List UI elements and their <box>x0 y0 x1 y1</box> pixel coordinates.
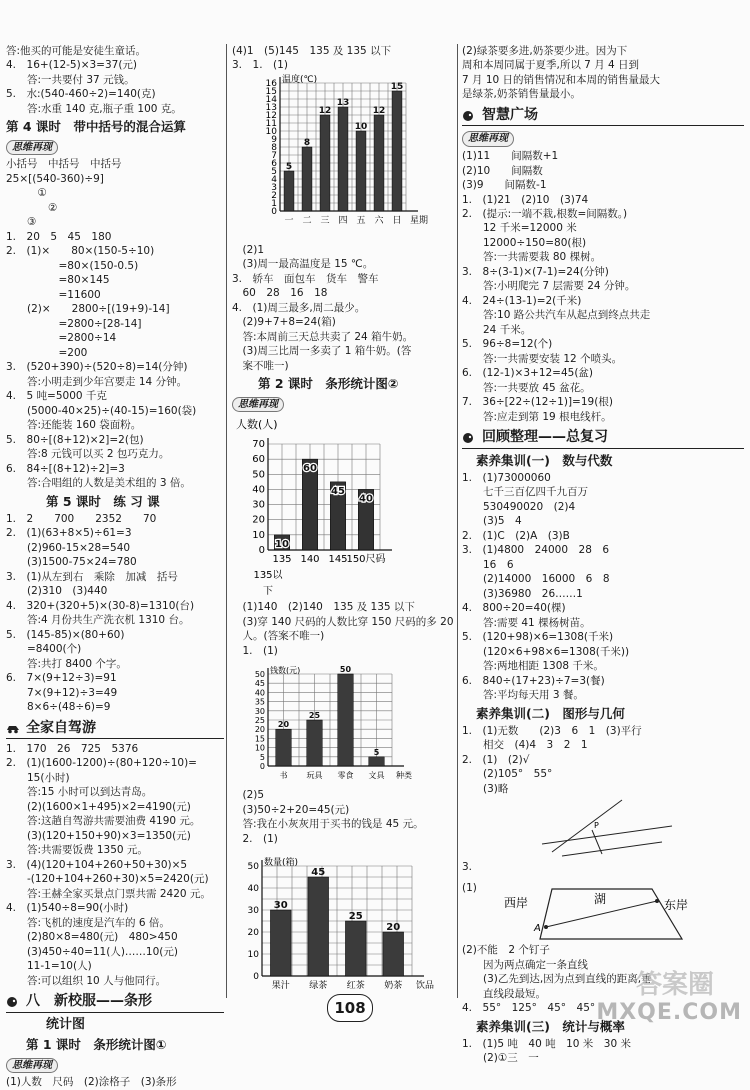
text-line: 答:小明爬完 7 层需要 24 分钟。 <box>462 280 636 293</box>
bar <box>356 131 366 211</box>
data-label: 50 <box>339 665 352 675</box>
lake-diagram <box>502 881 702 943</box>
text-line: 3. 8÷(3-1)×(7-1)=24(分钟) <box>462 265 609 278</box>
text-line: 答:共需要饭费 1350 元。 <box>6 844 148 857</box>
text-line: 1. (1)无数 (2)3 6 1 (3)平行 <box>462 724 642 737</box>
text-line: 答:4 月份共生产洗衣机 1310 台。 <box>6 614 190 627</box>
y-tick-label: 0 <box>259 762 265 772</box>
bar <box>369 757 385 766</box>
y-tick-label: 1 <box>271 198 277 209</box>
text-line: (2)①三 一 <box>462 1052 539 1065</box>
text-line: 2. (1)C (2)A (3)B <box>462 529 570 542</box>
y-tick-label: 0 <box>258 545 265 557</box>
bar <box>302 147 312 211</box>
east-bank-label: 东岸 <box>664 898 689 913</box>
x-tick-label: 日 <box>392 215 402 226</box>
data-label: 30 <box>273 900 288 912</box>
column-divider <box>226 44 227 998</box>
text-line: 1. 2 700 2352 70 <box>6 512 157 525</box>
text-line: (2)绿茶要多进,奶茶要少进。因为下 <box>462 45 628 57</box>
x-tick-label: 奶茶 <box>384 981 403 992</box>
line-segment <box>552 800 622 852</box>
x-tick-label: 五 <box>356 215 366 226</box>
x-tick-label: 145 <box>328 554 348 566</box>
text-line: =2800÷14 <box>6 332 117 345</box>
text-line: 15(小时) <box>6 771 70 784</box>
data-label: 5 <box>373 748 380 758</box>
x-tick-label: 零食 <box>337 771 354 781</box>
column-left <box>6 44 224 1090</box>
x-tick-label: 140 <box>300 554 320 566</box>
text-line: 1. 20 5 45 180 <box>6 230 112 243</box>
text-line: 3. 轿车 面包车 货车 警车 <box>232 272 379 285</box>
y-tick-label: 4 <box>271 174 277 185</box>
text-line: (2)不能 2 个钉子 <box>462 944 550 957</box>
column-right <box>462 44 744 1066</box>
y-tick-label: 50 <box>254 670 265 680</box>
x-tick-label: 四 <box>338 215 348 226</box>
page-number: 108 <box>327 994 373 1022</box>
section-title: 回顾整理——总复习 <box>482 429 608 446</box>
text-line: (2)960-15×28=540 <box>6 541 131 554</box>
text-line: 12 千米=12000 米 <box>462 222 577 235</box>
siwei-badge: 思维再现 <box>6 1058 58 1074</box>
text-line: 答:10 路公共汽车从起点到终点共走 <box>462 309 651 322</box>
text-block <box>232 243 454 373</box>
text-line: 6. 84÷[(8+12)÷2]=3 <box>6 462 125 475</box>
y-tick-label: 11 <box>265 118 277 129</box>
text-line: 答:平均每天用 3 餐。 <box>462 689 584 702</box>
section-heading: 素养集训(二) 图形与几何 <box>476 705 625 721</box>
text-line: 5. 水:(540-460÷2)=140(克) <box>6 88 156 101</box>
y-tick-label: 15 <box>254 734 265 744</box>
text-line: 4. (1)周三最多,周二最少。 <box>232 301 366 314</box>
text-line: 12000÷150=80(根) <box>462 236 587 249</box>
text-line: (2)9+7+8=24(箱) <box>232 316 336 329</box>
angle-construction-diagram <box>532 796 682 858</box>
text-line: 4. (1)540÷8=90(小时) <box>6 902 129 915</box>
x-tick-label: 一 <box>284 215 294 226</box>
data-label: 40 <box>359 493 373 505</box>
data-label: 13 <box>336 97 350 108</box>
x-tick-label: 二 <box>302 215 312 226</box>
text-line: 4. 800÷20=40(棵) <box>462 602 566 615</box>
text-line: 6. 840÷(17+23)÷7=3(餐) <box>462 674 605 687</box>
y-tick-label: 16 <box>265 78 277 89</box>
y-tick-label: 6 <box>271 158 277 169</box>
y-tick-label: 13 <box>265 102 277 113</box>
text-block <box>232 788 454 846</box>
x-tick-label: 135 <box>272 554 292 566</box>
y-tick-label: 10 <box>254 743 265 753</box>
point-label: P <box>594 821 599 831</box>
text-line: 5. 80÷[(8+12)×2]=2(包) <box>6 433 144 446</box>
text-line: 4. 55° 125° 45° 45° <box>462 1002 596 1015</box>
x-tick-label: 果汁 <box>271 981 290 992</box>
y-axis-label: 人数(人) <box>236 418 278 432</box>
text-line: 1. (1)21 (2)10 (3)74 <box>462 193 589 206</box>
y-tick-label: 60 <box>252 454 265 466</box>
text-line: 2. (1)(63+8×5)÷61=3 <box>6 527 132 540</box>
data-label: 10 <box>354 121 368 132</box>
text-line: (3)乙先到达,因为点到直线的距离,垂 <box>462 973 652 986</box>
text-line: 3. <box>462 861 473 874</box>
y-tick-label: 9 <box>271 134 277 145</box>
bar <box>338 674 354 766</box>
bar <box>276 730 292 767</box>
section-title: 新校服——条形 <box>54 993 152 1010</box>
y-tick-label: 40 <box>247 884 259 895</box>
text-line: 24 千米。 <box>462 323 532 336</box>
bar <box>320 115 330 211</box>
text-line: (4)1 (5)145 135 及 135 以下 <box>232 45 392 57</box>
y-axis-label: 温度(℃) <box>282 74 318 85</box>
text-line: 答:这趟自驾游共需要油费 4190 元。 <box>6 815 201 828</box>
text-line: 案不唯一) <box>232 359 289 372</box>
y-axis-label: 数量(箱) <box>264 858 299 869</box>
text-line: (3)9 间隔数-1 <box>462 179 547 192</box>
west-bank-label: 西岸 <box>504 896 529 911</box>
column-divider <box>457 44 458 998</box>
bar <box>338 107 348 211</box>
text-line: 因为两点确定一条直线 <box>462 958 588 971</box>
siwei-badge: 思维再现 <box>462 131 514 147</box>
text-line: (1) <box>462 881 477 894</box>
y-tick-label: 70 <box>252 439 265 451</box>
text-block <box>462 1037 744 1066</box>
text-line: 答:他买的可能是安徒生童话。 <box>6 45 147 57</box>
x-tick-label: 文具 <box>368 771 385 781</box>
text-line: 2. (1)× 80×(150-5÷10) <box>6 245 155 258</box>
y-tick-label: 40 <box>252 484 265 496</box>
text-line: 2. (1) (2)√ <box>462 753 530 766</box>
y-tick-label: 20 <box>247 928 259 939</box>
text-line: =80×145 <box>6 274 110 287</box>
text-block <box>6 512 224 715</box>
data-label: 8 <box>303 137 311 148</box>
text-line: 人。(答案不唯一) <box>232 630 325 643</box>
data-label: 20 <box>277 720 290 730</box>
text-line: 答:还能装 160 袋面粉。 <box>6 419 142 432</box>
text-line: =200 <box>6 346 88 359</box>
text-line: 答:一共需要安装 12 个喷头。 <box>462 352 623 365</box>
y-tick-label: 12 <box>265 110 277 121</box>
text-line: 1. (1) <box>232 644 278 657</box>
text-line: 答:共打 8400 个字。 <box>6 657 127 670</box>
x-tick-label: 绿茶 <box>309 981 328 992</box>
text-line: (3)略 <box>462 782 509 795</box>
text-line: =2800÷[28-14] <box>6 317 142 330</box>
bar <box>345 921 366 976</box>
text-block <box>6 742 224 988</box>
siwei-badge: 思维再现 <box>6 140 58 156</box>
text-line: 答:应走到第 19 根电线杆。 <box>462 410 612 423</box>
watermark-logo: 答案圈 <box>635 970 714 1001</box>
text-line: 7×(9+12)÷3=49 <box>6 686 118 699</box>
text-line: 3. (1)从左到右 乘除 加减 括号 <box>6 570 178 583</box>
text-line: 7. 36÷[22÷(12÷1)]=19(根) <box>462 396 613 409</box>
text-line: (2)5 <box>232 789 265 802</box>
text-block <box>462 44 744 102</box>
siwei-badge: 思维再现 <box>232 397 284 413</box>
bar <box>307 720 323 766</box>
text-line: 7 月 10 日的销售情况和本周的销售量最大 <box>462 73 661 86</box>
y-tick-label: 10 <box>252 530 265 542</box>
text-line: (1)11 间隔数+1 <box>462 150 559 163</box>
text-line: 周和本周同属于夏季,所以 7 月 4 日到 <box>462 59 640 72</box>
x-tick-label: 135以 <box>253 570 283 582</box>
bar <box>374 115 384 211</box>
text-line: 4. 320+(320+5)×(30-8)=1310(台) <box>6 599 195 612</box>
y-axis-label: 钱数(元) <box>270 666 301 676</box>
watermark: MXQE.COM <box>596 999 742 1025</box>
section-heading: 素养集训(三) 统计与概率 <box>476 1018 625 1034</box>
text-line: 答:小明走到少年宫要走 14 分钟。 <box>6 375 188 388</box>
data-label: 20 <box>386 922 401 934</box>
text-line: (2)105° 55° <box>462 768 553 781</box>
y-tick-label: 20 <box>254 725 265 735</box>
text-line: 3. 1. (1) <box>232 59 288 72</box>
mascot-icon <box>6 996 20 1008</box>
text-line: 答:本周前三天总共卖了 24 箱牛奶。 <box>232 330 414 343</box>
text-line: 5. (120+98)×6=1308(千米) <box>462 631 614 644</box>
text-block <box>462 724 744 796</box>
text-block <box>462 149 744 424</box>
line-segment <box>562 842 662 856</box>
bar <box>392 91 402 211</box>
data-label: 12 <box>318 105 332 116</box>
text-line: (3)5 4 <box>462 515 522 528</box>
temperature-bar-chart <box>232 73 432 243</box>
text-line: =11600 <box>6 288 101 301</box>
text-line: 1. (1)5 吨 40 吨 10 米 30 米 <box>462 1037 632 1050</box>
text-line: 25×[(540-360)÷9] <box>6 172 104 185</box>
y-tick-label: 25 <box>254 716 265 726</box>
text-line: 答:需要 41 棵杨树苗。 <box>462 616 591 629</box>
text-line: -(120+104+260+30)×5=2420(元) <box>6 873 209 886</box>
y-tick-label: 5 <box>259 753 265 763</box>
text-line: 2. (1) <box>232 832 278 845</box>
y-tick-label: 20 <box>252 515 265 527</box>
text-line: (3)36980 26……1 <box>462 587 583 600</box>
text-line: (3)(120+150+90)×3=1350(元) <box>6 829 191 842</box>
y-tick-label: 2 <box>271 190 277 201</box>
text-line: (1)140 (2)140 135 及 135 以下 <box>232 601 415 614</box>
y-tick-label: 7 <box>271 150 277 161</box>
data-label: 15 <box>390 81 404 92</box>
section-title: 智慧广场 <box>482 106 538 123</box>
text-line: 1. (1)73000060 <box>462 471 551 484</box>
x-tick-label: 红茶 <box>346 981 365 992</box>
text-line: ① <box>6 187 47 200</box>
y-tick-label: 3 <box>271 182 277 193</box>
text-line: (2)310 (3)440 <box>6 585 108 598</box>
text-block <box>232 600 454 658</box>
x-tick-label: 150尺码 <box>346 554 386 566</box>
text-line: 3. (1)4800 24000 28 6 <box>462 544 610 557</box>
data-label: 45 <box>331 486 345 498</box>
y-tick-label: 30 <box>247 906 259 917</box>
mascot-icon <box>462 110 476 122</box>
data-label: 10 <box>275 539 289 551</box>
text-line: ② <box>6 201 58 214</box>
text-line: (2)10 间隔数 <box>462 164 543 177</box>
text-block <box>462 471 744 703</box>
text-line: 答:水重 140 克,瓶子重 100 克。 <box>6 102 182 115</box>
text-line: (3)周一最高温度是 15 ℃。 <box>232 258 374 271</box>
section-heading: 第 4 课时 带中括号的混合运算 <box>6 119 186 135</box>
text-line: 4. 5 吨=5000 千克 <box>6 390 107 403</box>
y-tick-label: 8 <box>271 142 277 153</box>
y-tick-label: 15 <box>265 86 277 97</box>
section-banner <box>6 719 224 739</box>
y-tick-label: 10 <box>265 126 277 137</box>
section-heading: 第 2 课时 条形统计图② <box>258 376 399 392</box>
data-label: 45 <box>311 867 326 879</box>
text-line: 3. (4)(120+104+260+50+30)×5 <box>6 858 188 871</box>
x-tick-label: 三 <box>320 215 330 226</box>
text-line: 11-1=10(人) <box>6 960 92 973</box>
x-tick-label: 六 <box>374 215 384 226</box>
y-tick-label: 50 <box>252 469 265 481</box>
y-tick-label: 14 <box>265 94 277 105</box>
text-line: 答:两地相距 1308 千米。 <box>462 660 604 673</box>
section-heading: 素养集训(一) 数与代数 <box>476 452 613 468</box>
y-tick-label: 50 <box>247 862 259 873</box>
text-line: 答:一共要放 45 盆花。 <box>462 381 591 394</box>
data-label: 12 <box>372 105 386 116</box>
section-banner <box>462 428 744 448</box>
x-axis-label: 饮品 <box>416 981 435 992</box>
text-line: 8×6÷(48÷6)=9 <box>6 701 111 714</box>
text-line: 1. 170 26 725 5376 <box>6 742 139 755</box>
lake-label: 湖 <box>594 892 607 907</box>
text-line: =8400(个) <box>6 643 82 656</box>
section-title-cont: 统计图 <box>46 1016 86 1032</box>
text-line: 5. 96÷8=12(个) <box>462 338 553 351</box>
x-axis-label: 星期 <box>410 215 429 226</box>
text-line: (2)1 <box>232 243 265 256</box>
x-tick-label: 下 <box>263 586 273 598</box>
section-banner <box>6 992 224 1012</box>
text-line: 530490020 (2)4 <box>462 500 576 513</box>
spending-bar-chart <box>232 658 442 788</box>
car-icon <box>6 722 20 734</box>
y-tick-label: 30 <box>252 499 265 511</box>
text-block <box>6 157 224 490</box>
text-line: 6. (12-1)×3+12=45(盆) <box>462 367 594 380</box>
point-b <box>655 899 659 903</box>
point-a-label: A <box>534 923 541 935</box>
data-label: 5 <box>285 161 293 172</box>
bar <box>270 910 291 976</box>
text-line: 相交 (4)4 3 2 1 <box>462 739 588 752</box>
text-line: 4. 24÷(13-1)=2(千米) <box>462 294 582 307</box>
section-heading: 第 1 课时 条形统计图① <box>26 1037 167 1053</box>
text-line: 2. (提示:一端不栽,根数=间隔数。) <box>462 207 628 220</box>
y-tick-label: 45 <box>254 679 265 689</box>
text-line: (3)50÷2+20=45(元) <box>232 803 350 816</box>
data-label: 25 <box>348 911 363 923</box>
y-tick-label: 30 <box>254 707 265 717</box>
text-line: 3. (520+390)÷(520÷8)=14(分钟) <box>6 361 188 374</box>
data-label: 25 <box>308 711 321 721</box>
size-bar-chart <box>232 414 442 600</box>
text-line: (3)穿 140 尺码的人数比穿 150 尺码的多 20 <box>232 615 454 628</box>
text-line: 答:王赫全家买景点门票共需 2420 元。 <box>6 887 211 900</box>
text-line: (120×6+98×6=1308(千米)) <box>462 645 630 658</box>
bar <box>284 171 294 211</box>
bar <box>308 877 329 976</box>
text-line: 小括号 中括号 中括号 <box>6 158 122 171</box>
y-tick-label: 10 <box>247 950 259 961</box>
lake-trapezoid <box>540 889 682 939</box>
column-middle <box>232 44 454 1006</box>
text-line: 4. 16+(12-5)×3=37(元) <box>6 59 138 72</box>
x-axis-label: 种类 <box>396 771 412 781</box>
text-block <box>6 44 224 116</box>
text-line: 答:8 元钱可以买 2 包巧克力。 <box>6 448 170 461</box>
text-line: 16 6 <box>462 558 514 571</box>
text-line: (3)450÷40=11(人)……10(元) <box>6 945 178 958</box>
bar <box>383 932 404 976</box>
text-line: (2)(1600×1+495)×2=4190(元) <box>6 800 191 813</box>
text-line: 6. 7×(9+12÷3)=91 <box>6 672 117 685</box>
line-segment <box>542 826 672 844</box>
y-tick-label: 35 <box>254 697 265 707</box>
y-tick-label: 0 <box>271 206 277 217</box>
text-line: (2)× 2800÷[(19+9)-14] <box>6 303 170 316</box>
section-banner <box>462 106 744 126</box>
perpendicular-line <box>592 830 602 854</box>
x-tick-label: 书 <box>279 771 288 781</box>
text-line: 答:我在小灰灰用于买书的钱是 45 元。 <box>232 818 424 831</box>
section-heading: 第 5 课时 练 习 课 <box>46 493 160 509</box>
unit-number: 八 <box>26 993 40 1010</box>
text-line: (5000-40×25)÷(40-15)=160(袋) <box>6 404 197 417</box>
text-line: (1)人数 尺码 (2)涂格子 (3)条形 <box>6 1076 177 1089</box>
point-a <box>544 925 548 929</box>
mascot-icon <box>462 432 476 444</box>
text-line: (3)周三比周一多卖了 1 箱牛奶。(答 <box>232 345 412 358</box>
text-line: (3)1500-75×24=780 <box>6 556 137 569</box>
text-line: 答:15 小时可以到达青岛。 <box>6 786 153 799</box>
text-line: =80×(150-0.5) <box>6 259 139 272</box>
text-line: 七千三百亿四千九百万 <box>462 486 588 499</box>
text-line: 答:飞机的速度是汽车的 6 倍。 <box>6 916 170 929</box>
y-tick-label: 0 <box>253 972 259 983</box>
text-line: 直线段最短。 <box>462 987 546 1000</box>
text-line: 答:一共需要栽 80 棵树。 <box>462 251 602 264</box>
text-line: 2. (1)(1600-1200)÷(80+120÷10)= <box>6 757 197 770</box>
x-tick-label: 玩具 <box>306 771 323 781</box>
text-line: 是绿茶,奶茶销售量最小。 <box>462 88 581 101</box>
text-line: (2)80×8=480(元) 480>450 <box>6 931 178 944</box>
data-label: 60 <box>303 463 317 475</box>
section-title: 全家自驾游 <box>26 719 96 736</box>
y-tick-label: 5 <box>271 166 277 177</box>
text-line: ③ <box>6 216 37 229</box>
text-line: 答:可以组织 10 人与他同行。 <box>6 974 167 987</box>
text-line: 5. (145-85)×(80+60) <box>6 628 125 641</box>
text-line: 答:一共要付 37 元钱。 <box>6 73 135 86</box>
drinks-bar-chart <box>232 846 454 1006</box>
text-line: 60 28 16 18 <box>232 287 328 300</box>
text-line: (2)14000 16000 6 8 <box>462 573 610 586</box>
text-line: 答:合唱组的人数是美术组的 3 倍。 <box>6 477 191 490</box>
y-tick-label: 40 <box>254 688 265 698</box>
